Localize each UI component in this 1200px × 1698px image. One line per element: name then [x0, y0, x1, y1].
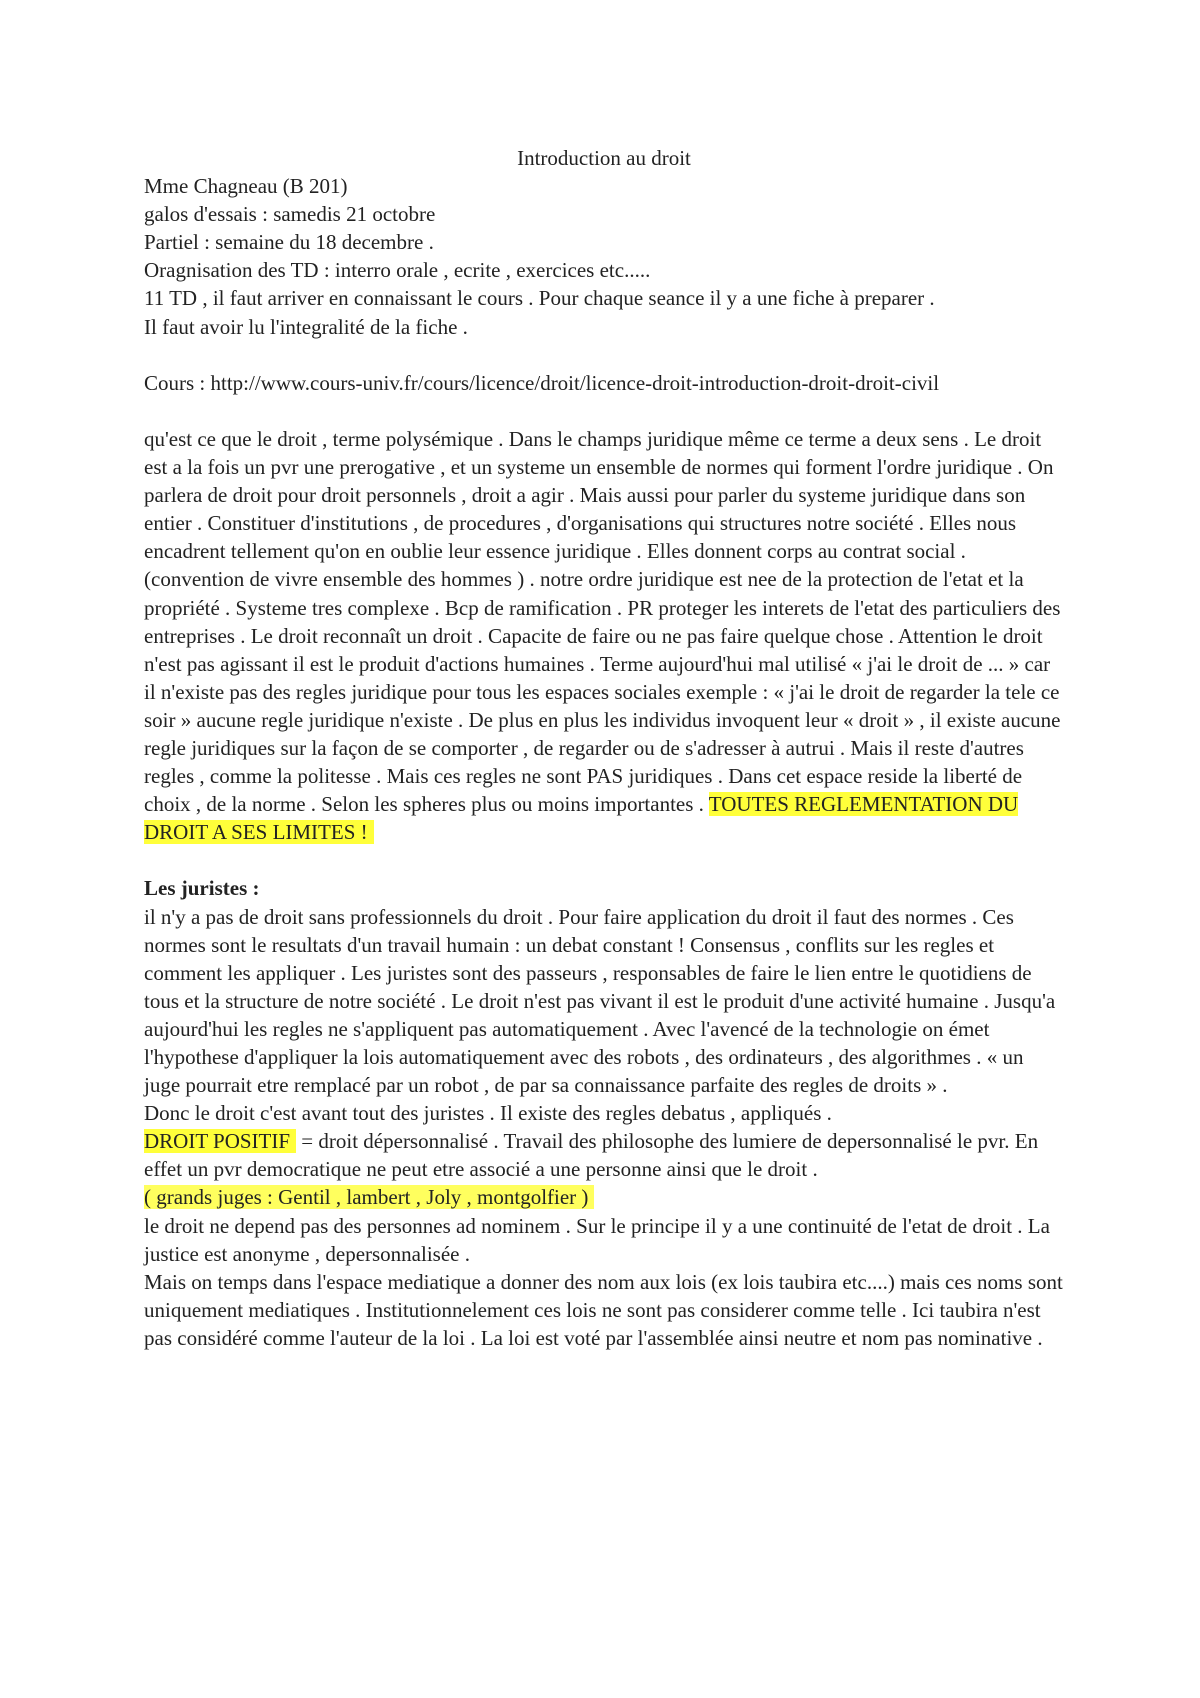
paragraph-droit-positif-text: = droit dépersonnalisé . Travail des philosophe des lumiere de depersonnalisé le pvr. En effet un pvr democratique ne peut etre associé a une personne ainsi que le droit .	[144, 1129, 1039, 1182]
highlight-limits: TOUTES REGLEMENTATION DU DROIT A SES LIMITES !	[144, 792, 1019, 845]
highlight-droit-positif: DROIT POSITIF	[144, 1129, 296, 1153]
paragraph-nominem: le droit ne depend pas des personnes ad nominem . Sur le principe il y a une continuité de l'etat de droit . La justice est anonyme , depersonnalisée .	[144, 1213, 1050, 1266]
document-body	[144, 144, 1064, 1352]
spacer	[144, 846, 1064, 874]
paragraph-grands-juges	[144, 1183, 1064, 1211]
header-line-galops: galos d'essais : samedis 21 octobre	[144, 202, 436, 227]
paragraph-juristes: il n'y a pas de droit sans professionnels du droit . Pour faire application du droit il faut des normes . Ces normes sont le resultats d'un travail humain : un debat constant ! Consensus , conflits sur les regles et comment les appliquer . Les juristes sont des passeurs , responsables de faire le lien entre le quotidiens de tous et la structure de notre société . Le droit n'est pas vivant il est le produit d'une activité humaine . Jusqu'a aujourd'hui les regles ne s'appliquent pas automatiquement . Avec l'avencé de la technologie on émet l'hypothese d'appliquer la lois automatiquement avec des robots , des ordinateurs , des algorithmes . « un juge pourrait etre remplacé par un robot , de par sa connaissance parfaite des regles de droits » .	[144, 904, 1056, 1098]
course-link: Cours : http://www.cours-univ.fr/cours/licence/droit/licence-droit-introduction-droit-droit-civil	[144, 370, 940, 395]
header-line-td-count: 11 TD , il faut arriver en connaissant le cours . Pour chaque seance il y a une fiche à preparer .	[144, 286, 935, 311]
header-line-td-organisation: Oragnisation des TD : interro orale , ecrite , exercices etc.....	[144, 258, 651, 283]
section-heading-juristes: Les juristes :	[144, 876, 260, 901]
spacer	[144, 397, 1064, 425]
highlight-grands-juges: ( grands juges : Gentil , lambert , Joly , montgolfier )	[144, 1185, 594, 1209]
paragraph-donc: Donc le droit c'est avant tout des juristes . Il existe des regles debatus , appliqués .	[144, 1101, 832, 1126]
paragraph-definition-text: qu'est ce que le droit , terme polysémique . Dans le champs juridique même ce terme a deux sens . Le droit est a la fois un pvr une prerogative , et un systeme un ensemble de normes qui forment l'ordre juridique . On parlera de droit pour droit personnels , droit a agir . Mais aussi pour parler du systeme juridique dans son entier . Constituer d'institutions , de procedures , d'organisations qui structures notre société . Elles nous encadrent tellement qu'on en oublie leur essence juridique . Elles donnent corps au contrat social . (convention de vivre ensemble des hommes ) . notre ordre juridique est nee de la protection de l'etat et la propriété . Systeme tres complexe . Bcp de ramification . PR proteger les interets de l'etat des particuliers des entreprises . Le droit reconnaît un droit . Capacite de faire ou ne pas faire quelque chose . Attention le droit n'est pas agissant il est le produit d'actions humaines . Terme aujourd'hui mal utilisé « j'ai le droit de ... » car il n'existe pas des regles juridique pour tous les espaces sociales exemple : « j'ai le droit de regarder la tele ce soir » aucune regle juridique n'existe . De plus en plus les individus invoquent leur « droit » , il existe aucune regle juridiques sur la façon de se comporter , de regarder ou de s'adresser à autrui . Mais il reste d'autres regles , comme la politesse . Mais ces regles ne sont PAS juridiques . Dans cet espace reside la liberté de choix , de la norme . Selon les spheres plus ou moins importantes .	[144, 426, 1061, 817]
paragraph-droit-positif	[144, 1127, 1064, 1183]
paragraph-mediatique: Mais on temps dans l'espace mediatique a donner des nom aux lois (ex lois taubira etc....) mais ces noms sont uniquement mediatiques . Institutionnelement ces lois ne sont pas considerer comme telle . Ici taubira n'est pas considéré comme l'auteur de la loi . La loi est voté par l'assemblée ainsi neutre et nom pas nominative .	[144, 1269, 1063, 1350]
header-line-fiche: Il faut avoir lu l'integralité de la fiche .	[144, 314, 468, 339]
spacer	[144, 341, 1064, 369]
paragraph-definition	[144, 425, 1064, 846]
document-title: Introduction au droit	[517, 146, 691, 170]
header-line-teacher: Mme Chagneau (B 201)	[144, 174, 348, 199]
header-line-partiel: Partiel : semaine du 18 decembre .	[144, 230, 434, 255]
